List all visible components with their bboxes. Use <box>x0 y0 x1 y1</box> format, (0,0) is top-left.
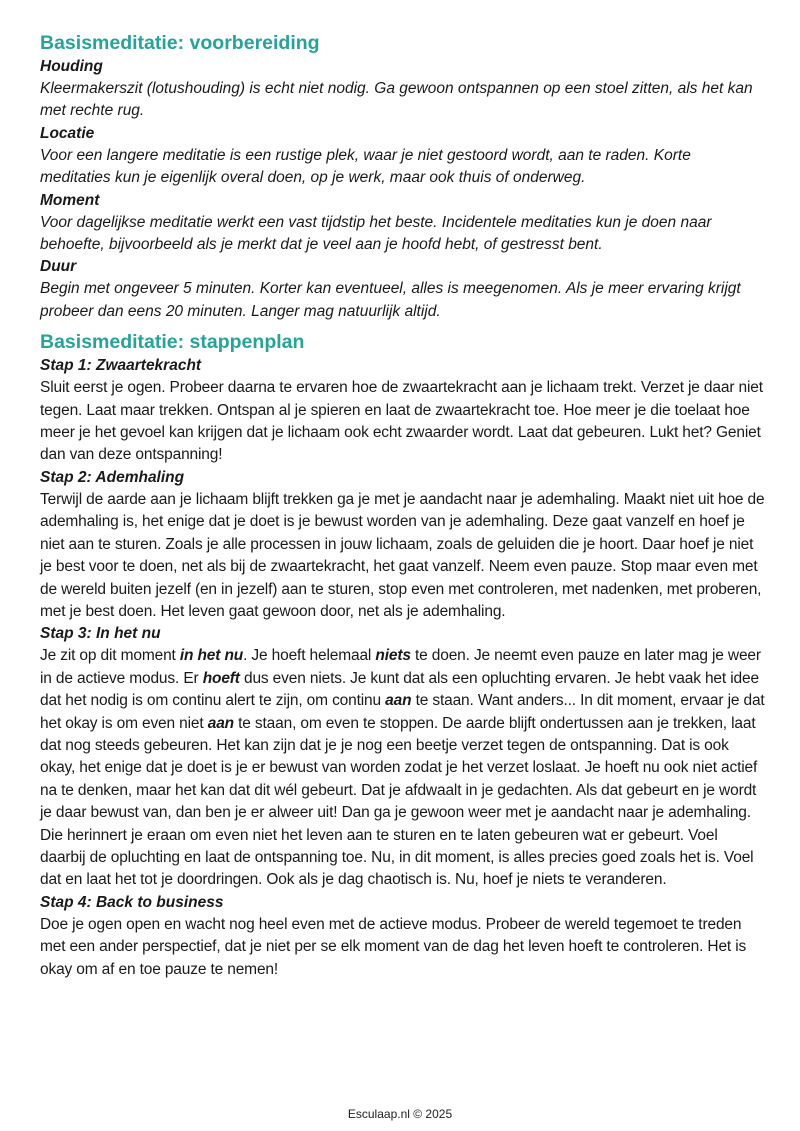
text-run: . Je hoeft helemaal <box>243 647 376 665</box>
text-locatie: Voor een langere meditatie is een rustige plek, waar je niet gestoord wordt, aan te raden. Korte meditaties kun je eigenlijk overal doen, op je werk, maar ook thuis of onderweg. <box>40 146 691 187</box>
text-stap-1: Sluit eerst je ogen. Probeer daarna te ervaren hoe de zwaartekracht aan je lichaam trekt. Verzet je daar niet tegen. Laat maar trekken. Ontspan al je spieren en laat de zwaartekracht toe. Hoe meer je die toelaat hoe meer je het gevoel kan krijgen dat je lichaam ook echt zwaarder wordt. Laat dat gebeuren. Lukt het? Geniet dan van deze ontspanning! <box>40 379 763 464</box>
emphasis-in-het-nu: in het nu <box>179 647 244 665</box>
text-stap-3 <box>40 645 765 891</box>
text-duur: Begin met ongeveer 5 minuten. Korter kan eventueel, alles is meegenomen. Als je meer ervaring krijgt probeer dan eens 20 minuten. Langer mag natuurlijk altijd. <box>40 280 741 320</box>
heading-locatie: Locatie <box>40 124 95 142</box>
emphasis-hoeft: hoeft <box>202 669 240 687</box>
emphasis-aan: aan <box>207 714 234 732</box>
text-run: te doen. Je neemt even pauze en later mag je weer in de actieve modus. Er <box>40 647 761 687</box>
text-moment: Voor dagelijkse meditatie werkt een vast tijdstip het beste. Incidentele meditaties kun je doen naar behoefte, bijvoorbeeld als je merkt dat je veel aan je hoofd hebt, of gestresst bent. <box>40 213 712 254</box>
footer-copyright: Esculaap.nl © 2025 <box>347 1107 453 1121</box>
emphasis-niets: niets <box>375 647 411 665</box>
heading-stap-2: Stap 2: Ademhaling <box>40 468 185 486</box>
text-run: Je zit op dit moment <box>40 647 180 665</box>
heading-moment: Moment <box>40 191 100 209</box>
heading-stap-1: Stap 1: Zwaartekracht <box>40 357 202 375</box>
heading-stap-3: Stap 3: In het nu <box>40 625 161 643</box>
heading-duur: Duur <box>40 258 77 276</box>
text-stap-4: Doe je ogen open en wacht nog heel even met de actieve modus. Probeer de wereld tegemoet te treden met een ander perspectief, dat je niet per se elk moment van de dag het leven hoeft te controleren. Het is okay om af en toe pauze te nemen! <box>40 915 747 978</box>
heading-stap-4: Stap 4: Back to business <box>40 893 224 911</box>
steps-title: Basismeditatie: stappenplan <box>40 331 305 354</box>
text-run: te staan, om even te stoppen. De aarde blijft ondertussen aan je trekken, laat dat nog steeds gebeuren. Het kan zijn dat je je nog een beetje verzet tegen de ontspanning. Dat is ook okay, het enige dat je doet is je er bewust van worden zodat je het verzet loslaat. Je hoeft nu ook niet actief na te denken, maar het kan dat dit wél gebeurt. Dat je afdwaalt in je gedachten. Als dat gebeurt en je wordt je daar bewust van, dan ben je er alweer uit! Dan ga je gewoon weer met je aandacht naar je ademhaling. Die herinnert je eraan om even niet het leven aan te sturen en te laten gebeuren wat er gebeurt. Voel daarbij de opluchting en laat de ontspanning toe. Nu, in dit moment, is alles precies goed zoals het is. Voel dat en laat het tot je doordringen. Ook als je dag chaotisch is. Nu, hoef je niets te veranderen. <box>40 714 758 889</box>
text-run: dus even niets. Je kunt dat als een opluchting ervaren. Je hebt vaak het idee dat het nodig is om continu alert te zijn, om continu <box>40 669 759 710</box>
text-houding: Kleermakerszit (lotushouding) is echt niet nodig. Ga gewoon ontspannen op een stoel zitten, als het kan met rechte rug. <box>40 80 753 120</box>
document-page <box>40 30 765 981</box>
heading-houding: Houding <box>40 58 103 75</box>
text-stap-2: Terwijl de aarde aan je lichaam blijft trekken ga je met je aandacht naar je ademhaling. Maakt niet uit hoe de ademhaling is, het enige dat je doet is je bewust worden van je ademhaling. Deze gaat vanzelf en hoef je niet aan te sturen. Zoals je alle processen in jouw lichaam, zoals de geluiden die je hoort. Daar hoef je niet je best voor te doen, net als bij de zwaartekracht, het gaat vanzelf. Neem even pauze. Stop maar even met de wereld buiten jezelf (en in jezelf) aan te sturen, stop even met controleren, met nadenken, met proberen, met je best doen. Het leven gaat gewoon door, net als je ademhaling. <box>40 490 765 620</box>
text-run: te staan. Want anders... In dit moment, ervaar je dat het okay is om even niet <box>40 692 765 732</box>
emphasis-aan: aan <box>385 692 412 710</box>
prep-title: Basismeditatie: voorbereiding <box>40 32 320 54</box>
